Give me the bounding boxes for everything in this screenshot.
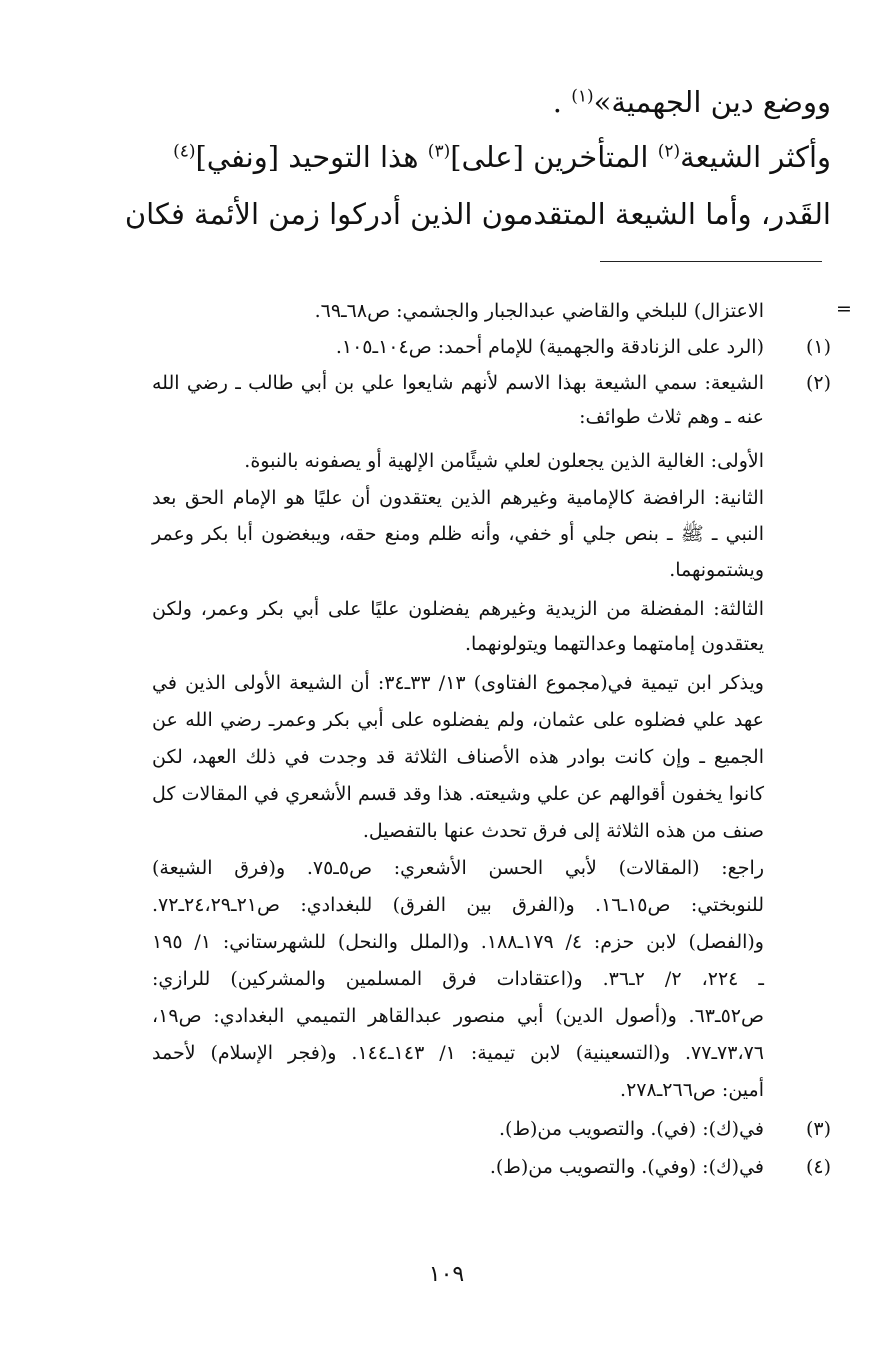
continuation-mark: = — [836, 298, 852, 320]
footnote-number: (٢) — [805, 372, 831, 394]
footnote-2-line: صنف من هذه الثلاثة إلى فرق تحدث عنها بالتفصيل. — [362, 820, 764, 842]
footnote-2-line: الأولى: الغالية الذين يجعلون لعلي شيئًامن الإلهية أو يصفونه بالنبوة. — [244, 450, 764, 472]
footnote-text: في(ك): (في). والتصويب من(ط). — [499, 1118, 764, 1140]
main-text: هذا التوحيد [ونفي] — [195, 140, 428, 174]
main-text: ووضع دين الجهمية» — [593, 85, 831, 119]
footnote-2-line: يعتقدون إمامتهما وعدالتهما ويتولونهما. — [465, 633, 764, 655]
footnote-number: (١) — [805, 336, 831, 358]
main-text: وأكثر الشيعة — [680, 140, 831, 174]
footnote-2-line: للنوبختي: ص١٥ـ١٦. و(الفرق بين الفرق) للبغدادي: ص٢١ـ٢٤،٢٩ـ٧٢. — [152, 894, 765, 916]
footnote-ref-1: (١) — [571, 86, 594, 107]
footnote-text: في(ك): (وفي). والتصويب من(ط). — [489, 1156, 764, 1178]
main-text: القَدر، وأما الشيعة المتقدمون الذين أدركوا زمن الأئمة فكان — [124, 197, 831, 231]
footnote-2-line: عنه ـ وهم ثلاث طوائف: — [579, 406, 764, 428]
footnote-4 — [152, 1150, 831, 1185]
main-text-line-1 — [140, 74, 831, 130]
footnote-2-line: ويشتمونهما. — [669, 559, 764, 581]
footnote-2-line: الثانية: الرافضة كالإمامية وغيرهم الذين يعتقدون أن عليًا هو الإمام الحق بعد — [152, 487, 764, 509]
footnote-2-line: ٧٣،٧٦ـ٧٧. و(التسعينية) لابن تيمية: ١/ ١٤٣ـ١٤٤. و(فجر الإسلام) لأحمد — [152, 1042, 764, 1064]
main-text-line-3 — [124, 186, 831, 242]
footnote-continuation: الاعتزال) للبلخي والقاضي عبدالجبار والجشمي: ص٦٨ـ٦٩. — [314, 300, 764, 322]
footnote-2-line: النبي ـ ﷺ ـ بنص جلي أو خفي، وأنه ظلم ومنع حقه، ويبغضون أبا بكر وعمر — [152, 523, 764, 545]
main-text: المتأخرين [على] — [450, 140, 658, 174]
footnote-2-line: راجع: (المقالات) لأبي الحسن الأشعري: ص٥ـ٧٥. و(فرق الشيعة) — [152, 857, 764, 879]
footnote-ref-3: (٣) — [427, 141, 451, 162]
footnote-2-line: ص٥٢ـ٦٣. و(أصول الدين) أبي منصور عبدالقاهر التميمي البغدادي: ص١٩، — [152, 1005, 764, 1027]
punctuation: . — [552, 85, 562, 119]
footnote-2 — [152, 366, 831, 401]
footnote-2-line: ـ ٢٢٤، ٢/ ٢ـ٣٦. و(اعتقادات فرق المسلمين والمشركين) للرازي: — [152, 968, 764, 990]
footnote-3 — [152, 1112, 831, 1147]
footnote-2-line: الجميع ـ وإن كانت بوادر هذه الأصناف الثلاثة قد وجدت في ذلك العهد، لكن — [152, 746, 764, 768]
footnote-2-line: كانوا يخفون أقوالهم عن علي وشيعته. هذا وقد قسم الأشعري في المقالات كل — [152, 783, 764, 805]
footnote-text: (الرد على الزنادقة والجهمية) للإمام أحمد: ص١٠٤ـ١٠٥. — [335, 336, 764, 358]
page-number: ١٠٩ — [428, 1262, 465, 1287]
footnote-ref-4: (٤) — [173, 141, 196, 162]
footnote-2-line: الثالثة: المفضلة من الزيدية وغيرهم يفضلون عليًا على أبي بكر وعمر، ولكن — [152, 598, 764, 620]
footnote-2-line: و(الفصل) لابن حزم: ٤/ ١٧٩ـ١٨٨. و(الملل والنحل) للشهرستاني: ١/ ١٩٥ — [152, 931, 764, 953]
footnote-separator — [600, 261, 822, 262]
footnote-text: الشيعة: سمي الشيعة بهذا الاسم لأنهم شايعوا علي بن أبي طالب ـ رضي الله — [152, 372, 764, 394]
footnote-2-line: عهد علي فضلوه على عثمان، ولم يفضلوه على أبي بكر وعمرـ رضي الله عن — [152, 709, 764, 731]
footnote-1 — [152, 330, 831, 365]
footnote-number: (٣) — [805, 1118, 831, 1140]
footnote-number: (٤) — [805, 1156, 831, 1178]
footnote-2-line: أمين: ص٢٦٦ـ٢٧٨. — [620, 1079, 764, 1101]
main-text-line-2 — [140, 129, 831, 185]
footnote-ref-2: (٢) — [657, 141, 681, 162]
footnote-2-line: ويذكر ابن تيمية في(مجموع الفتاوى) ١٣/ ٣٣ـ٣٤: أن الشيعة الأولى الذين في — [152, 672, 764, 694]
